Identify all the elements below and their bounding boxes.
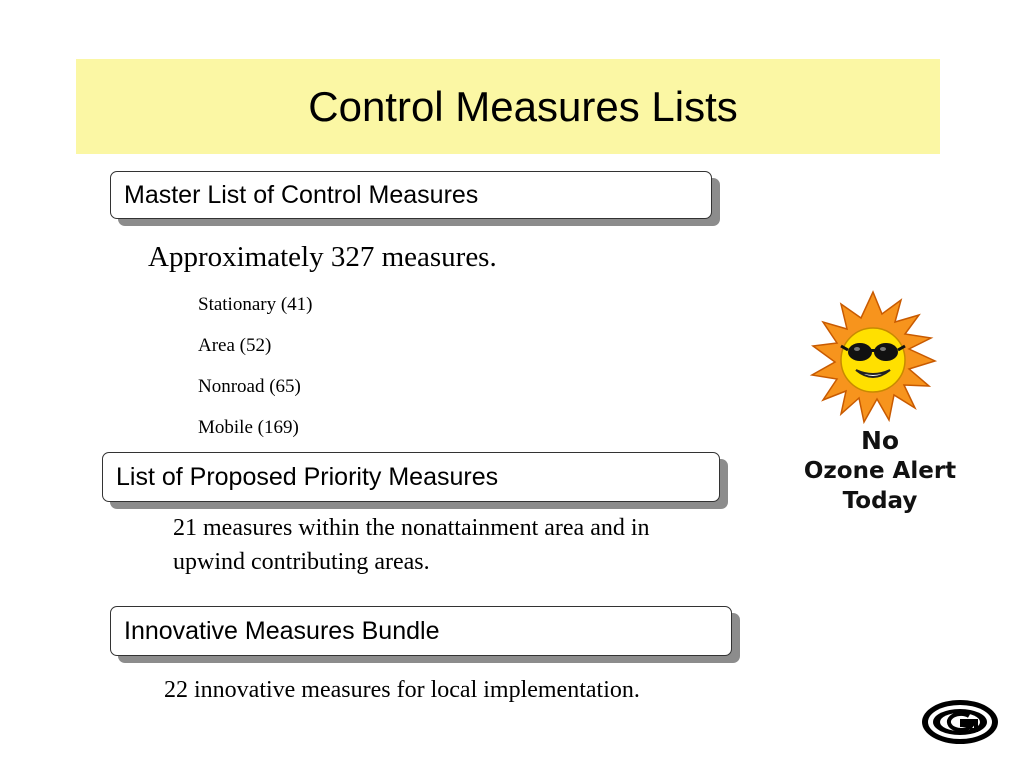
- innovative-bundle-heading-box: [110, 606, 732, 656]
- ozone-alert-no: No: [860, 426, 900, 455]
- sun-with-sunglasses-icon: [800, 290, 950, 430]
- ozone-alert-today: Today: [842, 488, 918, 514]
- priority-list-summary: [173, 511, 650, 579]
- list-item-stationary: Stationary (41): [198, 294, 313, 315]
- priority-list-summary-line2: upwind contributing areas.: [173, 549, 430, 575]
- master-list-heading-box: [110, 171, 712, 219]
- sun-face: [841, 328, 905, 392]
- title-band: [76, 59, 940, 154]
- ozone-alert-middle: Ozone Alert: [803, 458, 957, 484]
- master-list-heading: Master List of Control Measures: [124, 180, 479, 209]
- list-item-area: Area (52): [198, 335, 272, 356]
- ozone-alert-text: [780, 426, 980, 516]
- circular-g-logo-icon: [920, 698, 1000, 746]
- priority-list-heading-box: [102, 452, 720, 502]
- list-item-mobile: Mobile (169): [198, 417, 299, 438]
- slide-title: Control Measures Lists: [308, 82, 738, 130]
- innovative-bundle-heading: Innovative Measures Bundle: [124, 616, 440, 645]
- list-item-nonroad: Nonroad (65): [198, 376, 301, 397]
- master-list-summary: Approximately 327 measures.: [148, 241, 497, 273]
- innovative-bundle-summary: 22 innovative measures for local implementation.: [164, 677, 640, 703]
- priority-list-heading: List of Proposed Priority Measures: [116, 462, 499, 491]
- priority-list-summary-line1: 21 measures within the nonattainment area and in: [173, 515, 650, 541]
